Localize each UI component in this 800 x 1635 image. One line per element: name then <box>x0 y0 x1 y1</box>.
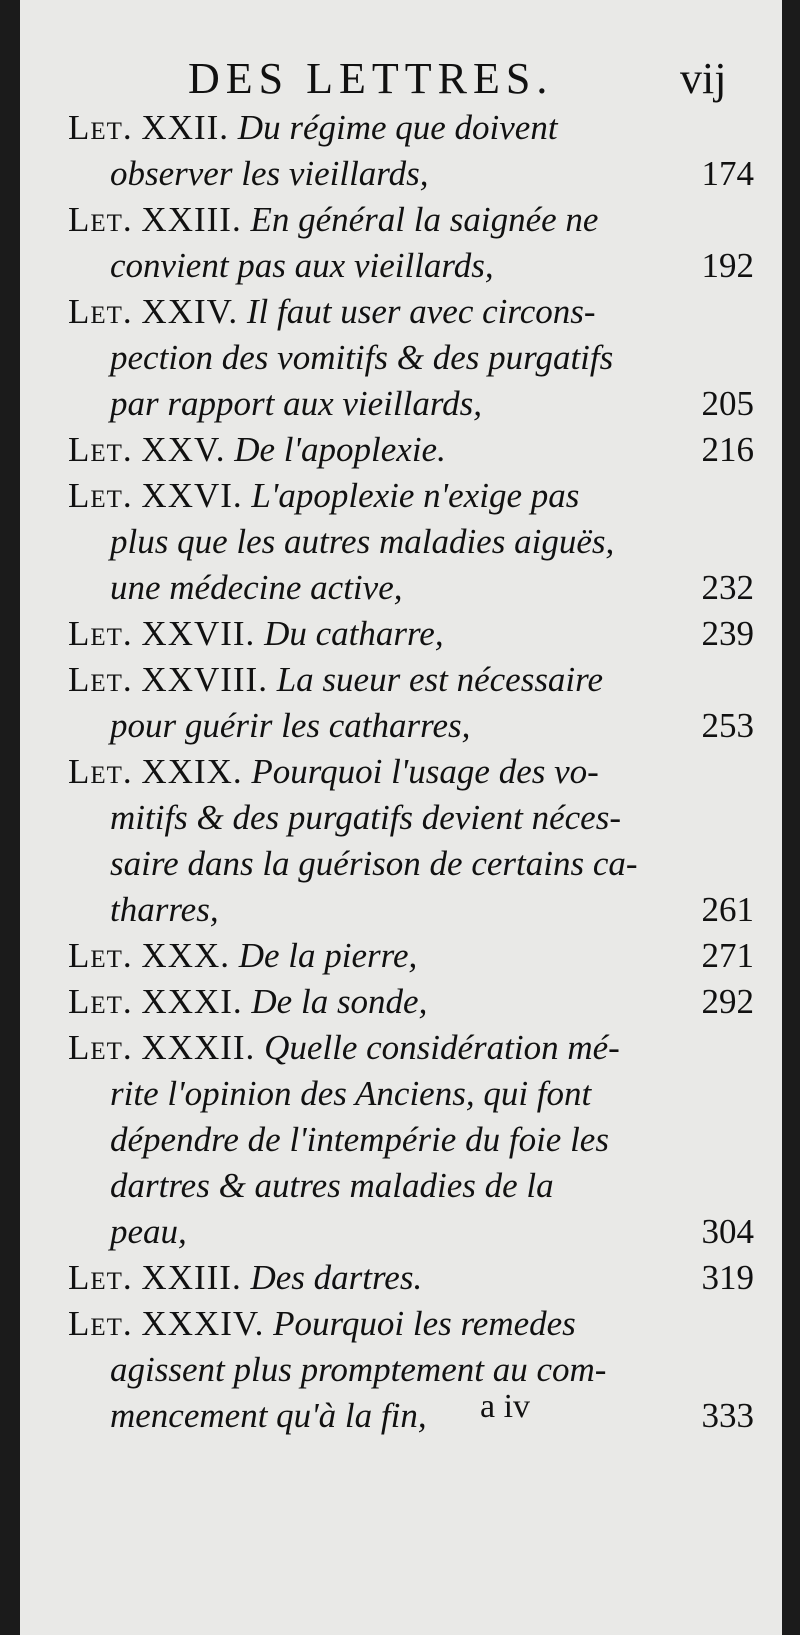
letter-number: XXVII. <box>141 614 256 653</box>
letter-number: XXIV. <box>141 292 239 331</box>
letter-title: tharres, <box>110 890 219 929</box>
letter-label: Let. <box>68 200 133 239</box>
toc-entry-continuation-line <box>20 887 782 933</box>
letter-title: En général la saignée ne <box>250 200 599 239</box>
page-number: vij <box>680 54 727 103</box>
running-head: DES LETTRES. <box>188 54 554 103</box>
letter-title: agissent plus promptement au com- <box>110 1350 607 1389</box>
toc-page-number: 253 <box>701 706 754 745</box>
letter-number: XXIX. <box>141 752 243 791</box>
toc-page-number: 232 <box>701 568 754 607</box>
toc-entry-continuation-line <box>20 1117 782 1163</box>
toc-entry-first-line <box>20 1025 782 1071</box>
letter-number: XXXI. <box>141 982 243 1021</box>
toc-page-number: 333 <box>701 1396 754 1435</box>
toc-entry-first-line <box>20 473 782 519</box>
toc-entry-continuation-line <box>20 243 782 289</box>
toc-page-number: 174 <box>701 154 754 193</box>
toc-entry-first-line <box>20 657 782 703</box>
toc-page-number: 261 <box>701 890 754 929</box>
letter-label: Let. <box>68 660 133 699</box>
letter-title: dartres & autres maladies de la <box>110 1166 554 1205</box>
letter-number: XXIII. <box>141 200 242 239</box>
letter-title: convient pas aux vieillards, <box>110 246 494 285</box>
letter-label: Let. <box>68 1304 133 1343</box>
toc-entry <box>20 289 782 427</box>
letter-label: Let. <box>68 752 133 791</box>
toc-entry <box>20 197 782 289</box>
book-page <box>20 0 782 1635</box>
toc-entry <box>20 933 782 979</box>
toc-entry-first-line <box>20 611 782 657</box>
letter-title: mencement qu'à la fin, <box>110 1396 427 1435</box>
toc-entry-first-line <box>20 979 782 1025</box>
toc-entry <box>20 1255 782 1301</box>
toc-entry-continuation-line <box>20 335 782 381</box>
letter-title: Du régime que doivent <box>237 108 558 147</box>
letter-label: Let. <box>68 108 133 147</box>
letter-title: Pourquoi les remedes <box>273 1304 576 1343</box>
letter-title: De la pierre, <box>238 936 418 975</box>
toc-entry-first-line <box>20 427 782 473</box>
letter-title: Pourquoi l'usage des vo- <box>251 752 599 791</box>
letter-title: plus que les autres maladies aiguës, <box>110 522 615 561</box>
toc-entry-continuation-line <box>20 1347 782 1393</box>
page-header <box>20 45 782 105</box>
toc-entry-continuation-line <box>20 703 782 749</box>
toc-entry-first-line <box>20 933 782 979</box>
letter-title: rite l'opinion des Anciens, qui font <box>110 1074 592 1113</box>
toc-entry <box>20 427 782 473</box>
toc-page-number: 304 <box>701 1212 754 1251</box>
letter-title: Du catharre, <box>264 614 444 653</box>
toc-entry <box>20 105 782 197</box>
toc-entry-continuation-line <box>20 1393 782 1439</box>
toc-entry-first-line <box>20 197 782 243</box>
letter-title: De la sonde, <box>251 982 428 1021</box>
toc-entry <box>20 657 782 749</box>
toc-entry <box>20 749 782 933</box>
toc-entry-continuation-line <box>20 795 782 841</box>
letter-label: Let. <box>68 1028 133 1067</box>
letter-number: XXVI. <box>141 476 243 515</box>
letter-number: XXII. <box>141 108 230 147</box>
toc-entry <box>20 1301 782 1439</box>
toc-page-number: 319 <box>701 1258 754 1297</box>
toc-entry <box>20 979 782 1025</box>
toc-entry-continuation-line <box>20 565 782 611</box>
toc-page-number: 216 <box>701 430 754 469</box>
letter-label: Let. <box>68 982 133 1021</box>
toc-entry-first-line <box>20 289 782 335</box>
toc-entry-continuation-line <box>20 519 782 565</box>
letter-title: par rapport aux vieillards, <box>110 384 483 423</box>
toc-entry-first-line <box>20 1255 782 1301</box>
toc-page-number: 271 <box>701 936 754 975</box>
letter-title: pection des vomitifs & des purgatifs <box>110 338 614 377</box>
letter-number: XXV. <box>141 430 226 469</box>
toc-page-number: 239 <box>701 614 754 653</box>
letter-title: saire dans la guérison de certains ca- <box>110 844 638 883</box>
toc-entry <box>20 473 782 611</box>
toc-entry-first-line <box>20 105 782 151</box>
letter-label: Let. <box>68 936 133 975</box>
toc-page-number: 205 <box>701 384 754 423</box>
letter-title: observer les vieillards, <box>110 154 429 193</box>
table-of-contents <box>20 105 782 1439</box>
toc-entry-first-line <box>20 749 782 795</box>
letter-number: XXX. <box>141 936 230 975</box>
toc-entry-continuation-line <box>20 841 782 887</box>
letter-title: Il faut user avec circons- <box>246 292 596 331</box>
letter-number: XXVIII. <box>141 660 268 699</box>
letter-title: peau, <box>110 1212 187 1251</box>
toc-entry-continuation-line <box>20 381 782 427</box>
letter-title: De l'apoplexie. <box>234 430 446 469</box>
toc-entry-continuation-line <box>20 1163 782 1209</box>
toc-entry <box>20 1025 782 1255</box>
letter-label: Let. <box>68 292 133 331</box>
printer-signature: a iv <box>480 1388 531 1425</box>
letter-title: L'apoplexie n'exige pas <box>251 476 580 515</box>
toc-entry-continuation-line <box>20 1209 782 1255</box>
letter-number: XXXII. <box>141 1028 256 1067</box>
letter-label: Let. <box>68 1258 133 1297</box>
toc-entry <box>20 611 782 657</box>
letter-title: La sueur est nécessaire <box>276 660 604 699</box>
letter-number: XXIII. <box>141 1258 242 1297</box>
letter-title: Quelle considération mé- <box>264 1028 620 1067</box>
toc-page-number: 292 <box>701 982 754 1021</box>
toc-entry-continuation-line <box>20 151 782 197</box>
letter-label: Let. <box>68 430 133 469</box>
letter-title: une médecine active, <box>110 568 403 607</box>
letter-title: Des dartres. <box>250 1258 423 1297</box>
toc-page-number: 192 <box>701 246 754 285</box>
toc-entry-continuation-line <box>20 1071 782 1117</box>
letter-number: XXXIV. <box>141 1304 265 1343</box>
toc-entry-first-line <box>20 1301 782 1347</box>
letter-title: dépendre de l'intempérie du foie les <box>110 1120 609 1159</box>
letter-label: Let. <box>68 614 133 653</box>
letter-label: Let. <box>68 476 133 515</box>
letter-title: mitifs & des purgatifs devient néces- <box>110 798 621 837</box>
letter-title: pour guérir les catharres, <box>110 706 471 745</box>
